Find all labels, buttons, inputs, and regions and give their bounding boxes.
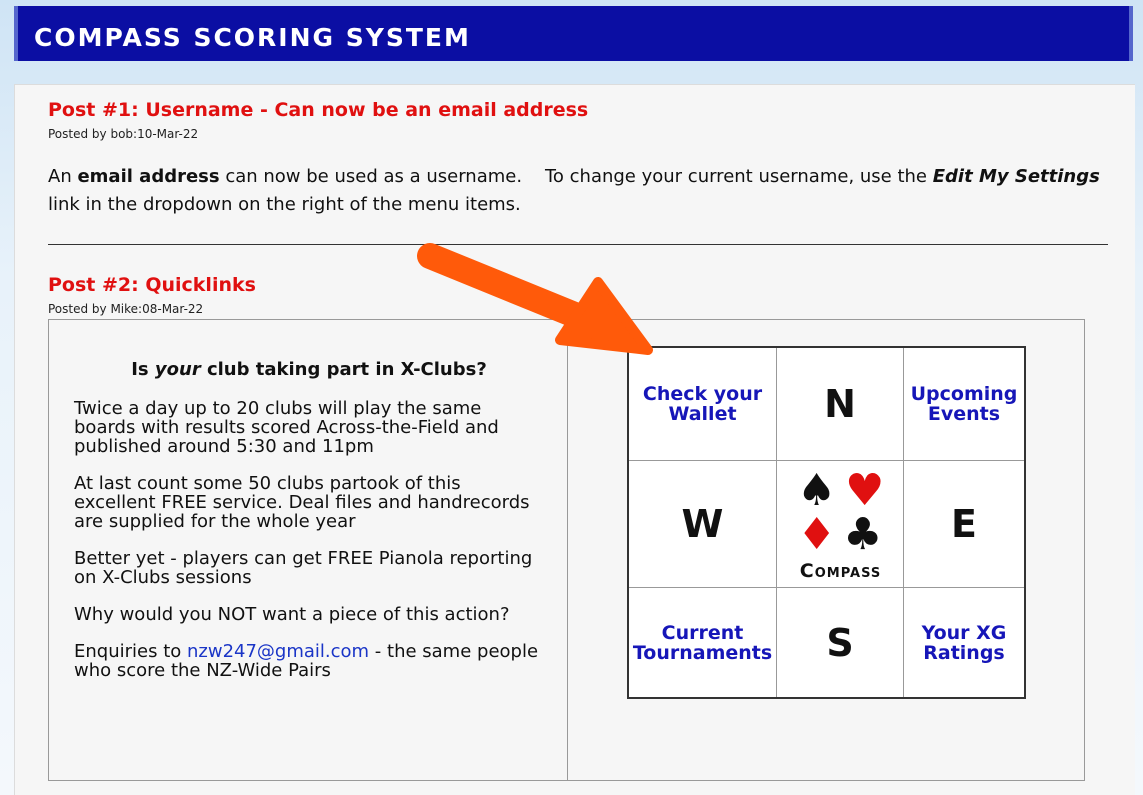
south-label: S — [826, 620, 854, 665]
cell-s — [777, 588, 904, 697]
post-1-body — [48, 163, 1113, 219]
upcoming-events-link[interactable]: Upcoming Events — [910, 383, 1018, 425]
spade-icon: ♠ — [797, 464, 837, 516]
cell-n — [777, 348, 904, 461]
cell-nw — [629, 348, 777, 461]
cell-e — [904, 461, 1024, 588]
site-header — [14, 6, 1133, 61]
heart-icon: ♥ — [845, 464, 885, 516]
post-1-edit-settings: Edit My Settings — [932, 166, 1100, 187]
xg-ratings-link[interactable]: Your XG Ratings — [921, 621, 1007, 664]
post-1-text: can now be used as a username. To change your current username, use the — [219, 166, 933, 187]
main-content — [14, 84, 1135, 795]
north-label: N — [824, 382, 856, 426]
compass-logo-text: Compass — [799, 559, 882, 582]
post-2-byline: Posted by Mike:08-Mar-22 — [48, 302, 204, 316]
diamond-icon: ♦ — [797, 508, 837, 560]
check-wallet-link[interactable]: Check your Wallet — [642, 383, 763, 425]
club-icon: ♣ — [843, 508, 883, 560]
cell-center — [777, 461, 904, 588]
post-1-text: An — [48, 166, 78, 187]
post-2-title: Post #2: Quicklinks — [48, 274, 256, 296]
cell-ne — [904, 348, 1024, 461]
xclubs-para-4: Why would you NOT want a piece of this action? — [74, 604, 510, 625]
east-label: E — [951, 502, 977, 546]
divider — [48, 244, 1108, 245]
xclubs-para-1: Twice a day up to 20 clubs will play the same boards with results scored Across-the-Field and published around 5:30 and 11pm — [74, 398, 499, 457]
compass-logo — [777, 461, 903, 588]
xclubs-para-2: At last count some 50 clubs partook of this excellent FREE service. Deal files and handrecords are supplied for the whole year — [74, 473, 530, 532]
west-label: W — [681, 502, 724, 546]
cell-sw — [629, 588, 777, 697]
post-1-bold-email: email address — [77, 166, 220, 187]
email-link[interactable]: nzw247@gmail.com — [186, 641, 370, 662]
xclubs-para-3: Better yet - players can get FREE Pianola reporting on X-Clubs sessions — [74, 548, 533, 588]
post-1-byline: Posted by bob:10-Mar-22 — [48, 127, 199, 141]
post-1-text: link in the dropdown on the right of the menu items. — [48, 194, 521, 215]
site-title: COMPASS SCORING SYSTEM — [34, 23, 471, 52]
xclubs-para-5: Enquiries to nzw247@gmail.com - the same people who score the NZ-Wide Pairs — [74, 641, 539, 681]
column-divider — [567, 320, 568, 780]
current-tournaments-link[interactable]: Current Tournaments — [632, 621, 773, 664]
cell-se — [904, 588, 1024, 697]
cell-w — [629, 461, 777, 588]
post-1-title: Post #1: Username - Can now be an email address — [48, 99, 589, 121]
compass-quicklinks-grid — [627, 346, 1026, 699]
xclubs-promo — [74, 360, 544, 698]
xclubs-question: Is your club taking part in X-Clubs? — [131, 359, 487, 380]
quicklinks-box — [48, 319, 1085, 781]
